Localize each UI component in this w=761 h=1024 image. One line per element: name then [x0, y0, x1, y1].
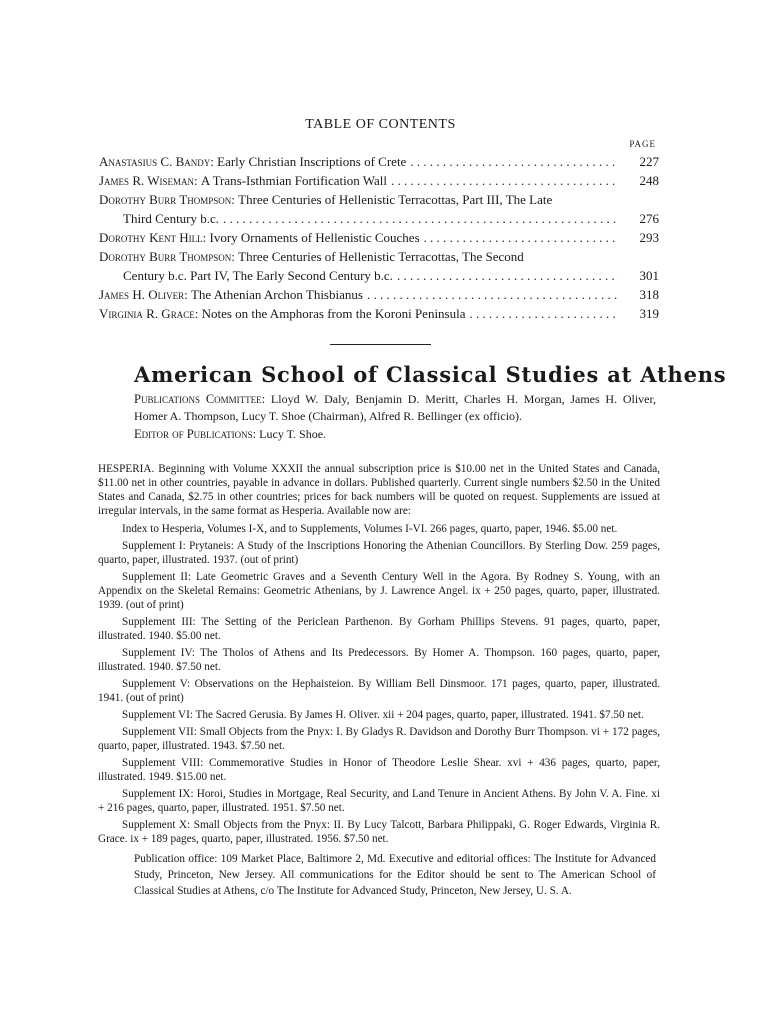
supplement-entry: Supplement IV: The Tholos of Athens and Its Predecessors. By Homer A. Thompson. 160 pages, quarto, paper, illustrated. 1940. $7.50 net.	[98, 647, 660, 673]
supplement-entry: Supplement VI: The Sacred Gerusia. By James H. Oliver. xii + 204 pages, quarto, paper, illustrated. 1941. $7.50 net.	[122, 709, 644, 721]
supplement-entry: Supplement VIII: Commemorative Studies in Honor of Theodore Leslie Shear. xvi + 436 pages, quarto, paper, illustrated. 1949. $15.00 net.	[98, 757, 660, 783]
school-title: American School of Classical Studies at Athens	[134, 362, 727, 387]
toc-entry-continuation	[99, 266, 659, 285]
toc-page-number: 227	[639, 154, 659, 169]
editor-line	[134, 427, 326, 442]
publication-info: Publication office: 109 Market Place, Baltimore 2, Md. Executive and editorial offices: The Institute for Advanced Study, Princeton, New Jersey. All communications for the Editor should be sent to The American School of Classical Studies at Athens, c/o The Institute for Advanced Study, Princeton, New Jersey, U. S. A.	[134, 853, 656, 897]
toc-author: Dorothy Burr Thompson:	[99, 192, 235, 207]
supplement-entry: Supplement V: Observations on the Hephaisteion. By William Bell Dinsmoor. 171 pages, quarto, paper, illustrated. 1941. (out of print)	[98, 678, 660, 704]
toc-article-title: A Trans-Isthmian Fortification Wall	[200, 173, 388, 188]
toc-page-number: 319	[639, 306, 659, 321]
toc-list	[99, 152, 659, 323]
dot-leader	[391, 171, 619, 190]
toc-page-number: 293	[639, 230, 659, 245]
toc-article-title-cont: Century b.c. Part IV, The Early Second Century b.c.	[123, 268, 393, 283]
dot-leader	[470, 304, 620, 323]
toc-article-title: Three Centuries of Hellenistic Terracottas, The Second	[238, 249, 524, 264]
toc-page-number: 248	[639, 173, 659, 188]
supplement-entry: Supplement X: Small Objects from the Pnyx: II. By Lucy Talcott, Barbara Philippaki, G. Roger Edwards, Virginia R. Grace. ix + 189 pages, quarto, paper, illustrated. 1956. $7.50 net.	[98, 819, 660, 845]
toc-page-number: 318	[639, 287, 659, 302]
toc-author: James R. Wiseman:	[99, 173, 198, 188]
section-divider	[330, 344, 431, 345]
toc-entry	[99, 152, 659, 171]
editor-label: Editor of Publications:	[134, 427, 257, 441]
supplement-entry: Supplement I: Prytaneis: A Study of the Inscriptions Honoring the Athenian Councillors. By Sterling Dow. 259 pages, quarto, paper, illustrated. 1937. (out of print)	[98, 540, 660, 566]
dot-leader	[397, 266, 619, 285]
toc-entry-continuation	[99, 209, 659, 228]
toc-article-title: The Athenian Archon Thisbianus	[190, 287, 363, 302]
supplement-entry: Supplement VII: Small Objects from the Pnyx: I. By Gladys R. Davidson and Dorothy Burr Thompson. vi + 172 pages, quarto, paper, illustrated. 1943. $7.50 net.	[98, 726, 660, 752]
hesperia-notice	[98, 462, 660, 849]
publications-committee	[134, 391, 656, 425]
hesperia-intro: HESPERIA. Beginning with Volume XXXII the annual subscription price is $10.00 net in the United States and Canada, $11.00 net in other countries, payable in advance in dollars. Published quarterly. Current single numbers $2.50 in the United States and Canada, $2.75 in other countries; prices for back numbers will be quoted on request. Supplements are issued at irregular intervals, in the same format as Hesperia. Available now are:	[98, 463, 660, 517]
toc-article-title: Ivory Ornaments of Hellenistic Couches	[209, 230, 420, 245]
toc-page-number: 276	[639, 211, 659, 226]
toc-article-title: Three Centuries of Hellenistic Terracottas, Part III, The Late	[238, 192, 553, 207]
editor-name: Lucy T. Shoe.	[259, 427, 327, 441]
toc-author: Dorothy Burr Thompson:	[99, 249, 235, 264]
dot-leader	[223, 209, 619, 228]
toc-entry	[99, 228, 659, 247]
toc-entry	[99, 171, 659, 190]
dot-leader	[424, 228, 619, 247]
supplement-entry: Supplement III: The Setting of the Periclean Parthenon. By Gorham Phillips Stevens. 91 pages, quarto, paper, illustrated. 1940. $5.00 net.	[98, 616, 660, 642]
toc-article-title-cont: Third Century b.c.	[123, 211, 220, 226]
toc-author: Anastasius C. Bandy:	[99, 154, 214, 169]
toc-title: TABLE OF CONTENTS	[305, 117, 456, 132]
toc-entry	[99, 190, 659, 209]
dot-leader	[367, 285, 619, 304]
toc-entry	[99, 304, 659, 323]
toc-author: James H. Oliver:	[99, 287, 188, 302]
toc-article-title: Notes on the Amphoras from the Koroni Peninsula	[201, 306, 466, 321]
committee-label: Publications Committee:	[134, 392, 266, 406]
toc-article-title: Early Christian Inscriptions of Crete	[217, 154, 407, 169]
toc-author: Virginia R. Grace:	[99, 306, 199, 321]
hesperia-index: Index to Hesperia, Volumes I-X, and to Supplements, Volumes I-VI. 266 pages, quarto, paper, 1946. $5.00 net.	[122, 523, 618, 535]
supplement-entry: Supplement IX: Horoi, Studies in Mortgage, Real Security, and Land Tenure in Ancient Athens. By John V. A. Fine. xi + 216 pages, quarto, paper, illustrated. 1951. $7.50 net.	[98, 788, 660, 814]
dot-leader	[410, 152, 619, 171]
toc-page-heading: PAGE	[629, 139, 656, 149]
supplement-entry: Supplement II: Late Geometric Graves and a Seventh Century Well in the Agora. By Rodney S. Young, with an Appendix on the Skeletal Remains: Geometric Athenians, by J. Lawrence Angel. ix + 250 pages, quarto, paper, illustrated. 1939. (out of print)	[98, 571, 660, 611]
toc-page-number: 301	[639, 268, 659, 283]
committee-members: Lloyd W. Daly, Benjamin D. Meritt, Charles H. Morgan, James H. Oliver, Homer A. Thompson, Lucy T. Shoe (Chairman), Alfred R. Bellinger (ex officio).	[134, 392, 656, 423]
toc-entry	[99, 247, 659, 266]
toc-author: Dorothy Kent Hill:	[99, 230, 207, 245]
toc-entry	[99, 285, 659, 304]
